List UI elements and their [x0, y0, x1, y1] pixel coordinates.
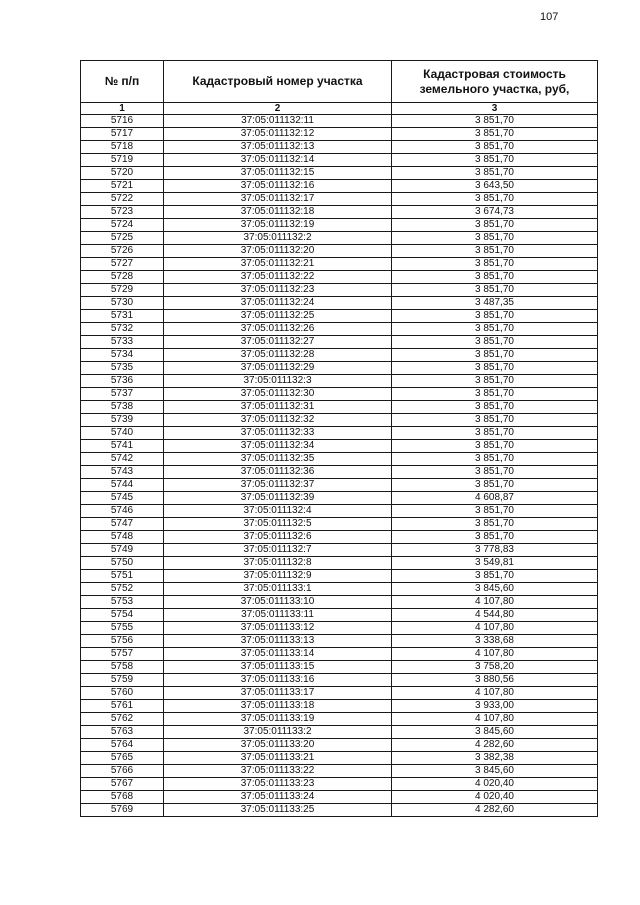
row-number-cell: 5745 — [81, 492, 164, 505]
table-row — [81, 778, 598, 791]
cadastral-number-cell: 37:05:011133:21 — [164, 752, 392, 765]
table-row — [81, 635, 598, 648]
header-cadastral-number: Кадастровый номер участка — [164, 61, 392, 103]
cadastral-value-cell: 3 845,60 — [392, 765, 598, 778]
row-number-cell: 5718 — [81, 141, 164, 154]
table-row — [81, 154, 598, 167]
cadastral-value-cell: 3 851,70 — [392, 193, 598, 206]
table-row — [81, 622, 598, 635]
table-row — [81, 401, 598, 414]
cadastral-number-cell: 37:05:011132:19 — [164, 219, 392, 232]
cadastral-number-cell: 37:05:011133:14 — [164, 648, 392, 661]
cadastral-value-cell: 3 851,70 — [392, 375, 598, 388]
cadastral-value-cell: 3 851,70 — [392, 271, 598, 284]
row-number-cell: 5758 — [81, 661, 164, 674]
cadastral-number-cell: 37:05:011132:14 — [164, 154, 392, 167]
cadastral-value-cell: 3 851,70 — [392, 115, 598, 128]
row-number-cell: 5742 — [81, 453, 164, 466]
cadastral-number-cell: 37:05:011133:22 — [164, 765, 392, 778]
table-row — [81, 323, 598, 336]
row-number-cell: 5727 — [81, 258, 164, 271]
table-row — [81, 752, 598, 765]
table-body — [81, 115, 598, 817]
row-number-cell: 5728 — [81, 271, 164, 284]
cadastral-value-cell: 3 758,20 — [392, 661, 598, 674]
row-number-cell: 5730 — [81, 297, 164, 310]
row-number-cell: 5717 — [81, 128, 164, 141]
cadastral-value-cell: 3 933,00 — [392, 700, 598, 713]
cadastral-value-cell: 3 851,70 — [392, 440, 598, 453]
table-row — [81, 219, 598, 232]
table-row — [81, 232, 598, 245]
cadastral-value-cell: 3 851,70 — [392, 323, 598, 336]
table-row — [81, 271, 598, 284]
cadastral-value-cell: 4 282,60 — [392, 804, 598, 817]
table-row — [81, 544, 598, 557]
table-row — [81, 336, 598, 349]
cadastral-value-table — [80, 60, 598, 817]
cadastral-number-cell: 37:05:011132:22 — [164, 271, 392, 284]
table-row — [81, 440, 598, 453]
table-row — [81, 388, 598, 401]
row-number-cell: 5763 — [81, 726, 164, 739]
table-row — [81, 427, 598, 440]
cadastral-number-cell: 37:05:011132:6 — [164, 531, 392, 544]
row-number-cell: 5767 — [81, 778, 164, 791]
row-number-cell: 5716 — [81, 115, 164, 128]
cadastral-value-cell: 3 851,70 — [392, 531, 598, 544]
row-number-cell: 5747 — [81, 518, 164, 531]
column-number: 1 — [81, 103, 164, 115]
table-row — [81, 492, 598, 505]
cadastral-number-cell: 37:05:011132:31 — [164, 401, 392, 414]
page-number: 107 — [540, 11, 559, 23]
cadastral-value-cell: 3 851,70 — [392, 401, 598, 414]
cadastral-value-cell: 3 851,70 — [392, 466, 598, 479]
cadastral-value-cell: 3 851,70 — [392, 505, 598, 518]
table-row — [81, 362, 598, 375]
table-row — [81, 414, 598, 427]
row-number-cell: 5744 — [81, 479, 164, 492]
cadastral-value-cell: 3 851,70 — [392, 128, 598, 141]
table-row — [81, 518, 598, 531]
cadastral-number-cell: 37:05:011132:32 — [164, 414, 392, 427]
table-row — [81, 349, 598, 362]
cadastral-number-cell: 37:05:011133:15 — [164, 661, 392, 674]
row-number-cell: 5753 — [81, 596, 164, 609]
row-number-cell: 5731 — [81, 310, 164, 323]
table-row — [81, 128, 598, 141]
cadastral-value-cell: 3 487,35 — [392, 297, 598, 310]
table-row — [81, 726, 598, 739]
row-number-cell: 5751 — [81, 570, 164, 583]
cadastral-number-cell: 37:05:011132:28 — [164, 349, 392, 362]
cadastral-number-cell: 37:05:011132:24 — [164, 297, 392, 310]
cadastral-number-cell: 37:05:011133:16 — [164, 674, 392, 687]
cadastral-number-cell: 37:05:011132:27 — [164, 336, 392, 349]
table-row — [81, 570, 598, 583]
cadastral-number-cell: 37:05:011132:11 — [164, 115, 392, 128]
row-number-cell: 5754 — [81, 609, 164, 622]
row-number-cell: 5768 — [81, 791, 164, 804]
table-row — [81, 739, 598, 752]
cadastral-number-cell: 37:05:011132:35 — [164, 453, 392, 466]
table-row — [81, 453, 598, 466]
cadastral-value-cell: 3 851,70 — [392, 349, 598, 362]
column-number: 2 — [164, 103, 392, 115]
row-number-cell: 5738 — [81, 401, 164, 414]
cadastral-value-cell: 3 382,38 — [392, 752, 598, 765]
table-row — [81, 310, 598, 323]
cadastral-value-cell: 3 851,70 — [392, 245, 598, 258]
cadastral-value-cell: 3 851,70 — [392, 453, 598, 466]
row-number-cell: 5752 — [81, 583, 164, 596]
cadastral-number-cell: 37:05:011133:25 — [164, 804, 392, 817]
row-number-cell: 5743 — [81, 466, 164, 479]
cadastral-value-cell: 3 851,70 — [392, 141, 598, 154]
cadastral-value-cell: 4 282,60 — [392, 739, 598, 752]
cadastral-number-cell: 37:05:011133:10 — [164, 596, 392, 609]
row-number-cell: 5740 — [81, 427, 164, 440]
cadastral-value-cell: 3 338,68 — [392, 635, 598, 648]
column-number: 3 — [392, 103, 598, 115]
table-row — [81, 583, 598, 596]
row-number-cell: 5722 — [81, 193, 164, 206]
cadastral-number-cell: 37:05:011132:30 — [164, 388, 392, 401]
cadastral-value-cell: 3 851,70 — [392, 219, 598, 232]
table-row — [81, 531, 598, 544]
table-row — [81, 245, 598, 258]
table-row — [81, 804, 598, 817]
table-row — [81, 180, 598, 193]
header-row-number: № п/п — [81, 61, 164, 103]
cadastral-number-cell: 37:05:011132:21 — [164, 258, 392, 271]
table-row — [81, 700, 598, 713]
cadastral-number-cell: 37:05:011132:34 — [164, 440, 392, 453]
cadastral-number-cell: 37:05:011133:11 — [164, 609, 392, 622]
cadastral-value-cell: 4 107,80 — [392, 596, 598, 609]
row-number-cell: 5750 — [81, 557, 164, 570]
cadastral-number-cell: 37:05:011132:9 — [164, 570, 392, 583]
row-number-cell: 5739 — [81, 414, 164, 427]
row-number-cell: 5757 — [81, 648, 164, 661]
cadastral-number-cell: 37:05:011132:2 — [164, 232, 392, 245]
row-number-cell: 5741 — [81, 440, 164, 453]
row-number-cell: 5760 — [81, 687, 164, 700]
cadastral-number-cell: 37:05:011132:16 — [164, 180, 392, 193]
table-row — [81, 557, 598, 570]
table-row — [81, 141, 598, 154]
row-number-cell: 5721 — [81, 180, 164, 193]
cadastral-number-cell: 37:05:011132:15 — [164, 167, 392, 180]
table-row — [81, 661, 598, 674]
table-row — [81, 479, 598, 492]
cadastral-number-cell: 37:05:011133:12 — [164, 622, 392, 635]
cadastral-number-cell: 37:05:011132:39 — [164, 492, 392, 505]
cadastral-number-cell: 37:05:011132:37 — [164, 479, 392, 492]
table-row — [81, 297, 598, 310]
table-row — [81, 258, 598, 271]
row-number-cell: 5761 — [81, 700, 164, 713]
cadastral-value-cell: 3 549,81 — [392, 557, 598, 570]
cadastral-value-cell: 4 107,80 — [392, 687, 598, 700]
row-number-cell: 5724 — [81, 219, 164, 232]
table-row — [81, 375, 598, 388]
cadastral-value-cell: 3 851,70 — [392, 284, 598, 297]
cadastral-value-cell: 4 107,80 — [392, 622, 598, 635]
cadastral-number-cell: 37:05:011132:8 — [164, 557, 392, 570]
cadastral-number-cell: 37:05:011133:1 — [164, 583, 392, 596]
cadastral-number-cell: 37:05:011132:23 — [164, 284, 392, 297]
cadastral-value-cell: 3 851,70 — [392, 154, 598, 167]
table-row — [81, 167, 598, 180]
cadastral-number-cell: 37:05:011133:24 — [164, 791, 392, 804]
table-row — [81, 284, 598, 297]
table-row — [81, 505, 598, 518]
cadastral-number-cell: 37:05:011132:29 — [164, 362, 392, 375]
table-row — [81, 765, 598, 778]
cadastral-value-cell: 3 880,56 — [392, 674, 598, 687]
table-row — [81, 115, 598, 128]
cadastral-number-cell: 37:05:011132:12 — [164, 128, 392, 141]
row-number-cell: 5725 — [81, 232, 164, 245]
row-number-cell: 5737 — [81, 388, 164, 401]
row-number-cell: 5755 — [81, 622, 164, 635]
cadastral-value-cell: 4 020,40 — [392, 791, 598, 804]
cadastral-value-cell: 4 544,80 — [392, 609, 598, 622]
cadastral-value-cell: 4 608,87 — [392, 492, 598, 505]
cadastral-number-cell: 37:05:011132:33 — [164, 427, 392, 440]
table-row — [81, 648, 598, 661]
cadastral-number-cell: 37:05:011132:3 — [164, 375, 392, 388]
column-number-row — [81, 103, 598, 115]
header-row — [81, 61, 598, 103]
cadastral-value-cell: 3 851,70 — [392, 336, 598, 349]
cadastral-number-cell: 37:05:011132:5 — [164, 518, 392, 531]
cadastral-value-cell: 4 020,40 — [392, 778, 598, 791]
table-row — [81, 713, 598, 726]
table-header — [81, 61, 598, 115]
row-number-cell: 5769 — [81, 804, 164, 817]
row-number-cell: 5726 — [81, 245, 164, 258]
row-number-cell: 5756 — [81, 635, 164, 648]
row-number-cell: 5720 — [81, 167, 164, 180]
cadastral-number-cell: 37:05:011132:25 — [164, 310, 392, 323]
cadastral-value-cell: 4 107,80 — [392, 713, 598, 726]
cadastral-number-cell: 37:05:011132:13 — [164, 141, 392, 154]
header-cadastral-value: Кадастровая стоимость земельного участка, руб, — [392, 61, 598, 103]
cadastral-number-cell: 37:05:011133:2 — [164, 726, 392, 739]
row-number-cell: 5749 — [81, 544, 164, 557]
row-number-cell: 5764 — [81, 739, 164, 752]
cadastral-value-cell: 3 851,70 — [392, 427, 598, 440]
cadastral-value-cell: 3 851,70 — [392, 362, 598, 375]
table-row — [81, 206, 598, 219]
cadastral-number-cell: 37:05:011132:36 — [164, 466, 392, 479]
row-number-cell: 5735 — [81, 362, 164, 375]
cadastral-value-cell: 3 643,50 — [392, 180, 598, 193]
table-row — [81, 466, 598, 479]
cadastral-number-cell: 37:05:011132:7 — [164, 544, 392, 557]
cadastral-number-cell: 37:05:011132:18 — [164, 206, 392, 219]
cadastral-value-cell: 3 851,70 — [392, 310, 598, 323]
row-number-cell: 5734 — [81, 349, 164, 362]
cadastral-value-cell: 3 851,70 — [392, 414, 598, 427]
row-number-cell: 5748 — [81, 531, 164, 544]
cadastral-value-cell: 3 851,70 — [392, 570, 598, 583]
row-number-cell: 5723 — [81, 206, 164, 219]
cadastral-number-cell: 37:05:011132:20 — [164, 245, 392, 258]
row-number-cell: 5733 — [81, 336, 164, 349]
row-number-cell: 5746 — [81, 505, 164, 518]
cadastral-value-cell: 3 851,70 — [392, 479, 598, 492]
cadastral-value-cell: 3 851,70 — [392, 258, 598, 271]
cadastral-number-cell: 37:05:011133:23 — [164, 778, 392, 791]
table-row — [81, 596, 598, 609]
row-number-cell: 5719 — [81, 154, 164, 167]
cadastral-value-cell: 3 851,70 — [392, 167, 598, 180]
cadastral-value-cell: 3 778,83 — [392, 544, 598, 557]
cadastral-number-cell: 37:05:011133:17 — [164, 687, 392, 700]
cadastral-number-cell: 37:05:011132:4 — [164, 505, 392, 518]
cadastral-value-cell: 3 851,70 — [392, 518, 598, 531]
row-number-cell: 5766 — [81, 765, 164, 778]
table-row — [81, 791, 598, 804]
cadastral-value-cell: 4 107,80 — [392, 648, 598, 661]
cadastral-value-cell: 3 851,70 — [392, 232, 598, 245]
row-number-cell: 5729 — [81, 284, 164, 297]
cadastral-number-cell: 37:05:011133:20 — [164, 739, 392, 752]
table-row — [81, 609, 598, 622]
table-row — [81, 687, 598, 700]
cadastral-number-cell: 37:05:011133:18 — [164, 700, 392, 713]
row-number-cell: 5762 — [81, 713, 164, 726]
row-number-cell: 5759 — [81, 674, 164, 687]
table-row — [81, 674, 598, 687]
cadastral-number-cell: 37:05:011132:17 — [164, 193, 392, 206]
row-number-cell: 5732 — [81, 323, 164, 336]
cadastral-number-cell: 37:05:011133:19 — [164, 713, 392, 726]
cadastral-value-cell: 3 851,70 — [392, 388, 598, 401]
cadastral-number-cell: 37:05:011132:26 — [164, 323, 392, 336]
row-number-cell: 5736 — [81, 375, 164, 388]
table-row — [81, 193, 598, 206]
cadastral-value-cell: 3 674,73 — [392, 206, 598, 219]
cadastral-value-cell: 3 845,60 — [392, 583, 598, 596]
cadastral-number-cell: 37:05:011133:13 — [164, 635, 392, 648]
cadastral-value-cell: 3 845,60 — [392, 726, 598, 739]
row-number-cell: 5765 — [81, 752, 164, 765]
